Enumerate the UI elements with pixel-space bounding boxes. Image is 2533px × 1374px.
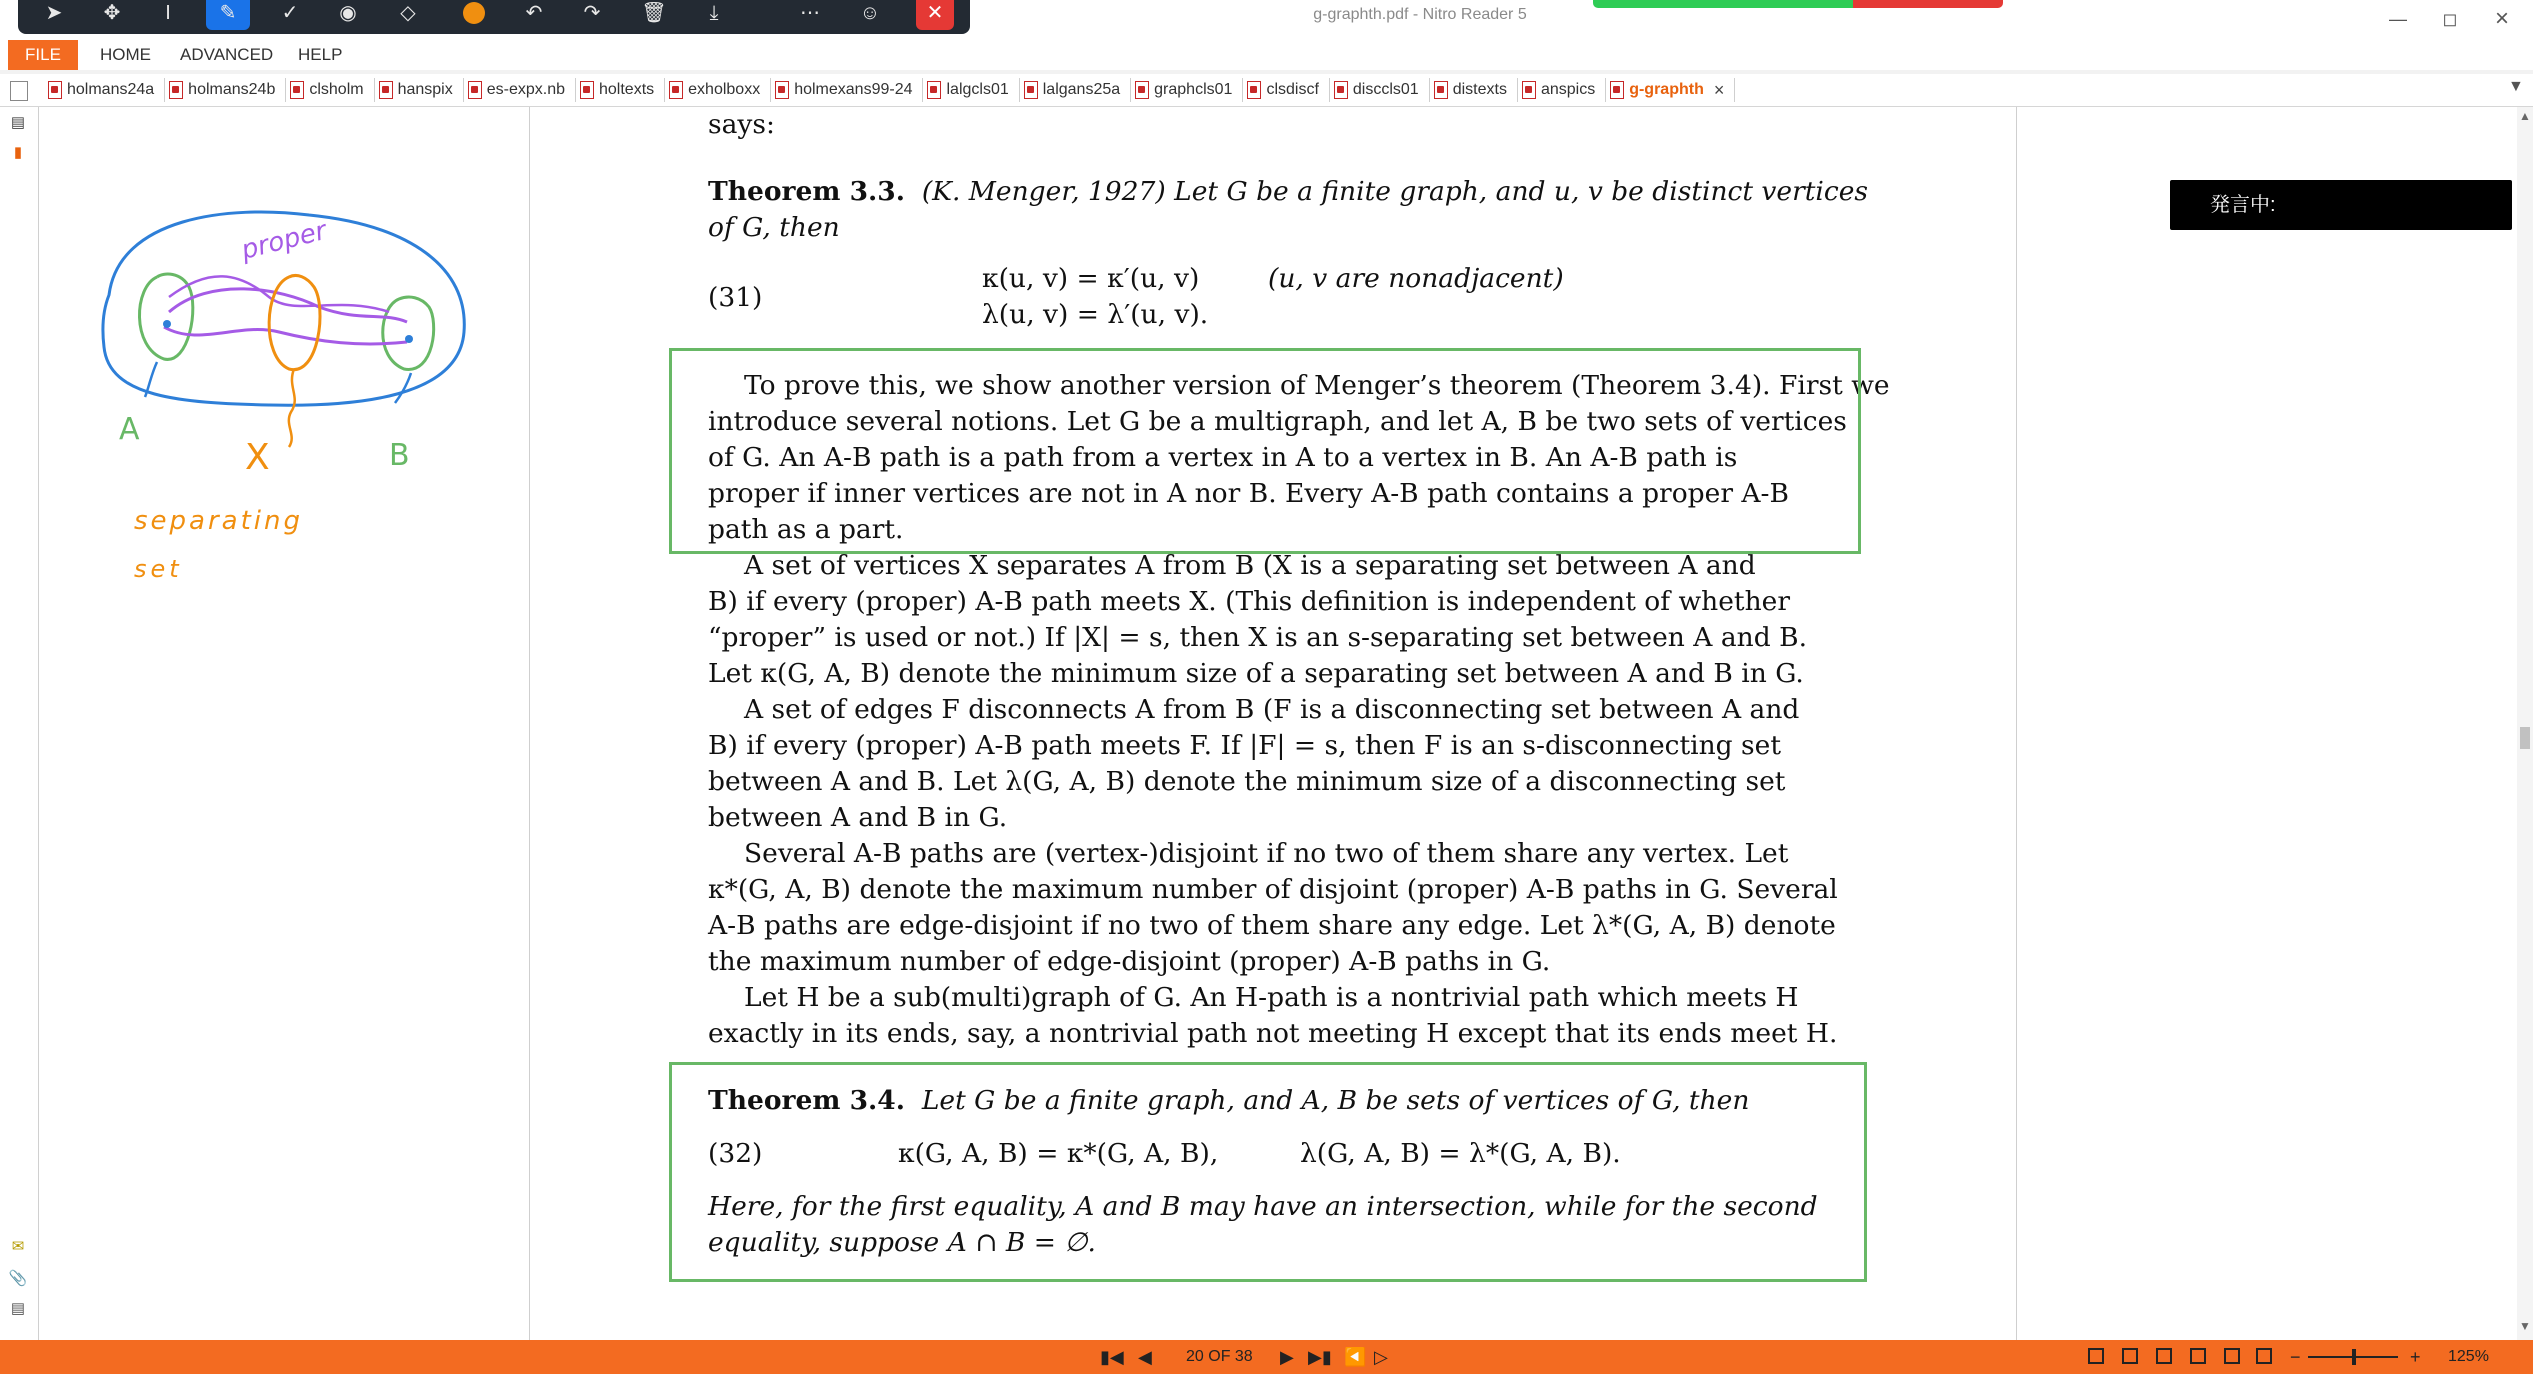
paragraph-1-line-1: To prove this, we show another version of Menger’s theorem (Theorem 3.4). First we — [744, 370, 1890, 401]
left-panel-icons — [0, 107, 39, 1340]
vertex-dot-a — [163, 320, 171, 328]
paragraph-4-line-3: A-B paths are edge-disjoint if no two of them share any edge. Let λ*(G, A, B) denote — [708, 910, 1836, 941]
theorem-3-4-line3: equality, suppose A ∩ B = ∅. — [708, 1227, 1096, 1258]
theorem-3-3-line2: of G, then — [708, 212, 840, 243]
presence-green-segment — [1593, 0, 1853, 8]
vertical-scrollbar[interactable] — [2517, 107, 2533, 1340]
tab-exholboxx[interactable]: exholboxx — [665, 78, 771, 102]
paragraph-4-line-1: Several A-B paths are (vertex-)disjoint if no two of them share any vertex. Let — [744, 838, 1789, 869]
paragraph-2-line-1: A set of vertices X separates A from B (X is a separating set between A and — [744, 550, 1756, 581]
whiteboard-right — [2016, 107, 2517, 1340]
continuous-view-icon[interactable] — [2122, 1348, 2138, 1364]
stamp-icon[interactable]: ◉ — [339, 2, 357, 24]
set-b-tail — [395, 373, 411, 403]
pdf-file-icon — [1247, 81, 1261, 99]
menu-home[interactable]: HOME — [100, 45, 151, 64]
paragraph-1-line-2: introduce several notions. Let G be a multigraph, and let A, B be two sets of vertices — [708, 406, 1847, 437]
label-a: A — [119, 412, 140, 447]
tab-g-graphth[interactable]: g-graphth × — [1606, 78, 1735, 102]
go-back-icon[interactable]: ◀️ — [1344, 1347, 1367, 1367]
tab-holmans24b[interactable]: holmans24b — [165, 78, 286, 102]
window-title: g-graphth.pdf - Nitro Reader 5 — [1313, 6, 1527, 23]
pdf-file-icon — [1610, 81, 1624, 99]
eraser-icon[interactable]: ◇ — [400, 2, 416, 24]
maximize-icon[interactable]: ◻ — [2442, 9, 2458, 29]
vertex-dot-b — [405, 335, 413, 343]
pdf-file-icon — [290, 81, 304, 99]
tab-distexts[interactable]: distexts — [1430, 78, 1518, 102]
fit-page-icon[interactable] — [2256, 1348, 2272, 1364]
share-icon[interactable]: ☺ — [859, 2, 881, 24]
label-x: X — [245, 437, 270, 478]
tab-lalgans25a[interactable]: lalgans25a — [1020, 78, 1131, 102]
label-b: B — [389, 438, 410, 473]
pdf-file-icon — [669, 81, 683, 99]
pdf-file-icon — [1434, 81, 1448, 99]
pdf-file-icon — [927, 81, 941, 99]
whiteboard-left — [39, 107, 530, 1340]
sidebar-toggle-icon[interactable] — [10, 81, 28, 101]
document-tabs — [44, 78, 1735, 102]
status-bar — [0, 1340, 2533, 1374]
pdf-file-icon — [468, 81, 482, 99]
select-arrow-icon[interactable]: ➤ — [45, 2, 63, 24]
comments-panel-icon[interactable]: ✉ — [11, 1238, 25, 1255]
equation-32-number: (32) — [708, 1138, 763, 1169]
presence-strip — [1593, 0, 2003, 8]
menu-help[interactable]: HELP — [298, 45, 343, 64]
next-page-icon[interactable]: ▶ — [1280, 1347, 1294, 1367]
menu-bar — [0, 40, 2533, 70]
facing-view-icon[interactable] — [2156, 1348, 2172, 1364]
undo-icon[interactable]: ↶ — [525, 2, 543, 24]
tab-disccls01[interactable]: disccls01 — [1330, 78, 1430, 102]
bookmarks-panel-icon[interactable]: ▮ — [13, 144, 23, 161]
tab-es-expx[interactable]: es-expx.nb — [464, 78, 576, 102]
theorem-3-4-line2: Here, for the first equality, A and B may have an intersection, while for the second — [708, 1191, 1818, 1222]
tab-clsholm[interactable]: clsholm — [286, 78, 374, 102]
minimize-icon[interactable]: — — [2389, 9, 2407, 29]
set-x-stroke — [269, 275, 320, 369]
scroll-up-icon[interactable]: ▲ — [2519, 109, 2531, 123]
download-icon[interactable]: ⤓ — [709, 2, 719, 24]
pdf-page — [530, 107, 2016, 1340]
theorem-3-3-text1: (K. Menger, 1927) Let G be a finite graph, and u, v be distinct vertices — [921, 176, 1868, 207]
tab-hanspix[interactable]: hanspix — [375, 78, 464, 102]
go-forward-icon[interactable]: ▷ — [1374, 1347, 1388, 1367]
tab-bar — [0, 74, 2533, 107]
paragraph-2-line-4: Let κ(G, A, B) denote the minimum size of a separating set between A and B in G. — [708, 658, 1804, 689]
tab-holmexans99-24[interactable]: holmexans99-24 — [771, 78, 923, 102]
highlight-box-definitions — [669, 348, 1890, 554]
trash-icon[interactable]: 🗑 — [641, 2, 667, 24]
path-stroke-2 — [164, 327, 407, 344]
highlight-box-theorem-3-4 — [669, 1062, 1867, 1282]
label-proper: proper — [238, 215, 330, 266]
previous-page-icon[interactable]: ◀ — [1138, 1347, 1152, 1367]
paragraph-5-line-2: exactly in its ends, say, a nontrivial path not meeting H except that its ends meet H. — [708, 1018, 1838, 1049]
pdf-file-icon — [169, 81, 183, 99]
layers-panel-icon[interactable]: ▤ — [10, 1300, 26, 1317]
last-page-icon[interactable]: ▶▮ — [1308, 1347, 1332, 1367]
paragraph-4-line-2: κ*(G, A, B) denote the maximum number of disjoint (proper) A-B paths in G. Several — [708, 874, 1838, 905]
attachments-panel-icon[interactable]: 📎 — [8, 1270, 28, 1287]
set-b-stroke — [383, 297, 434, 369]
paragraph-3-line-1: A set of edges F disconnects A from B (F is a disconnecting set between A and — [744, 694, 1800, 725]
pdf-file-icon — [580, 81, 594, 99]
pages-panel-icon[interactable]: ▤ — [10, 114, 26, 131]
menu-file[interactable]: FILE — [8, 40, 78, 70]
move-icon[interactable]: ✥ — [103, 2, 121, 24]
equation-32-lambda: λ(G, A, B) = λ*(G, A, B). — [1300, 1138, 1621, 1169]
paragraph-2-line-3: “proper” is used or not.) If |X| = s, then X is an s-separating set between A and B. — [708, 622, 1807, 653]
text-says: says: — [708, 109, 775, 140]
paragraph-1-line-3: of G. An A-B path is a path from a vertex in A to a vertex in B. An A-B path is — [708, 442, 1738, 473]
equation-31-lambda: λ(u, v) = λ′(u, v). — [982, 299, 1209, 330]
tab-graphcls01[interactable]: graphcls01 — [1131, 78, 1243, 102]
theorem-3-4-text1: Let G be a finite graph, and A, B be sets of vertices of G, then — [921, 1085, 1750, 1116]
toolbar-close-icon[interactable]: ✕ — [916, 0, 954, 30]
zoom-level[interactable]: 125% — [2448, 1348, 2489, 1365]
color-dot-icon[interactable] — [463, 2, 485, 24]
equation-31-number: (31) — [708, 282, 763, 313]
pdf-file-icon — [1024, 81, 1038, 99]
close-icon[interactable]: × — [2494, 5, 2509, 32]
equation-31-kappa: κ(u, v) = κ′(u, v) — [982, 263, 1200, 294]
theorem-3-4-label: Theorem 3.4. — [708, 1085, 905, 1116]
tab-list-dropdown-icon[interactable]: ▼ — [2508, 78, 2524, 95]
tab-holtexts[interactable]: holtexts — [576, 78, 665, 102]
scroll-down-icon[interactable]: ▼ — [2519, 1319, 2531, 1333]
page-indicator[interactable]: 20 OF 38 — [1186, 1348, 1253, 1365]
paragraph-3-line-3: between A and B. Let λ(G, A, B) denote the minimum size of a disconnecting set — [708, 766, 1786, 797]
tab-clsdiscf[interactable]: clsdiscf — [1243, 78, 1329, 102]
annotation-toolbar — [18, 0, 970, 34]
close-tab-icon[interactable]: × — [1713, 80, 1725, 100]
tab-lalgcls01[interactable]: lalgcls01 — [923, 78, 1019, 102]
equation-31-condition: (u, v are nonadjacent) — [1268, 263, 1564, 294]
tab-holmans24a[interactable]: holmans24a — [44, 78, 165, 102]
pen-icon[interactable]: ✎ — [206, 0, 250, 30]
equation-32-kappa: κ(G, A, B) = κ*(G, A, B), — [898, 1138, 1219, 1169]
single-page-view-icon[interactable] — [2088, 1348, 2104, 1364]
first-page-icon[interactable]: ▮◀ — [1100, 1347, 1124, 1367]
pdf-file-icon — [1334, 81, 1348, 99]
text-cursor-icon[interactable]: I — [165, 2, 171, 24]
more-icon[interactable]: ⋯ — [800, 2, 820, 24]
pdf-file-icon — [379, 81, 393, 99]
paragraph-4-line-4: the maximum number of edge-disjoint (proper) A-B paths in G. — [708, 946, 1551, 977]
speaking-indicator: 発言中: — [2170, 180, 2512, 230]
label-separating: separating — [134, 506, 304, 536]
set-x-tail — [289, 369, 295, 447]
pdf-file-icon — [1135, 81, 1149, 99]
paragraph-5-line-1: Let H be a sub(multi)graph of G. An H-path is a nontrivial path which meets H — [744, 982, 1799, 1013]
paragraph-3-line-2: B) if every (proper) A-B path meets F. If |F| = s, then F is an s-disconnecting set — [708, 730, 1781, 761]
zoom-in-icon[interactable]: + — [2410, 1347, 2421, 1367]
presence-red-segment — [1853, 0, 2003, 8]
fit-width-icon[interactable] — [2224, 1348, 2240, 1364]
tab-anspics[interactable]: anspics — [1518, 78, 1606, 102]
pdf-file-icon — [48, 81, 62, 99]
paragraph-1-line-4: proper if inner vertices are not in A nor B. Every A-B path contains a proper A-B — [708, 478, 1789, 509]
zoom-out-icon[interactable]: − — [2290, 1347, 2301, 1367]
paragraph-2-line-2: B) if every (proper) A-B path meets X. (This definition is independent of whether — [708, 586, 1790, 617]
label-set: set — [134, 555, 183, 583]
paragraph-1-line-5: path as a part. — [708, 514, 904, 545]
theorem-3-3-line1 — [708, 176, 1868, 207]
theorem-3-3-label: Theorem 3.3. — [708, 176, 905, 207]
zoom-slider-handle[interactable] — [2352, 1349, 2356, 1365]
handwritten-graph-sketch — [39, 107, 529, 627]
paragraph-3-line-4: between A and B in G. — [708, 802, 1008, 833]
pdf-file-icon — [775, 81, 789, 99]
facing-continuous-view-icon[interactable] — [2190, 1348, 2206, 1364]
scroll-thumb[interactable] — [2520, 727, 2530, 749]
menu-advanced[interactable]: ADVANCED — [180, 45, 274, 64]
pdf-file-icon — [1522, 81, 1536, 99]
check-icon[interactable]: ✓ — [281, 2, 299, 24]
redo-icon[interactable]: ↷ — [583, 2, 601, 24]
